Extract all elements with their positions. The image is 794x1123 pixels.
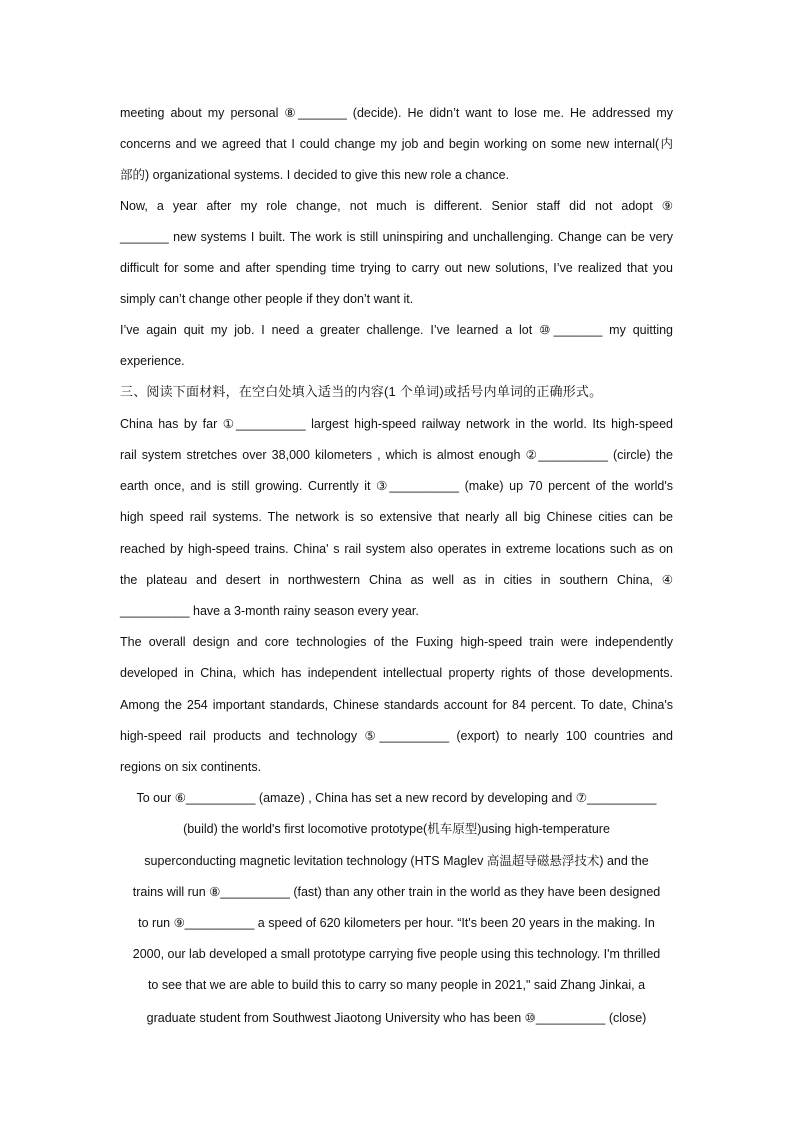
text-line: high-speed rail products and technology ⑤__________ (export) to nearly 100 countries and (120, 729, 673, 743)
text-line: superconducting magnetic levitation technology (HTS Maglev 高温超导磁悬浮技术) and the (144, 854, 649, 868)
text-line: graduate student from Southwest Jiaotong University who has been ⑩__________ (close) (146, 1011, 647, 1025)
text-line: trains will run ⑧__________ (fast) than any other train in the world as they have been designed (132, 885, 661, 899)
text-line: high speed rail systems. The network is so extensive that nearly all big Chinese cities can be (120, 510, 673, 524)
text-line: (build) the world's first locomotive prototype(机车原型)using high-temperature (183, 822, 610, 836)
text-line: meeting about my personal ⑧_______ (decide). He didn’t want to lose me. He addressed my (120, 106, 673, 120)
text-line: Now, a year after my role change, not much is different. Senior staff did not adopt ⑨ (120, 199, 673, 213)
text-line: regions on six continents. (120, 760, 262, 774)
text-line: Among the 254 important standards, Chinese standards account for 84 percent. To date, China's (120, 698, 673, 712)
text-line: concerns and we agreed that I could change my job and begin working on some new internal(内 (120, 137, 673, 151)
text-line: developed in China, which has independent intellectual property rights of those developments. (120, 666, 673, 680)
text-line: to run ⑨__________ a speed of 620 kilometers per hour. “It's been 20 years in the making. In (138, 916, 655, 930)
text-line: the plateau and desert in northwestern China as well as in cities in southern China, ④ (120, 573, 673, 587)
text-line: to see that we are able to build this to carry so many people in 2021," said Zhang Jinkai, a (147, 978, 646, 992)
section-heading: 三、阅读下面材料，在空白处填入适当的内容(1 个单词)或括号内单词的正确形式。 (120, 384, 603, 399)
text-line: difficult for some and after spending time trying to carry out new solutions, I’ve realized that you (120, 261, 673, 275)
text-line: experience. (120, 354, 185, 368)
text-line: simply can’t change other people if they don’t want it. (120, 292, 414, 306)
text-line: The overall design and core technologies of the Fuxing high-speed train were independently (120, 635, 673, 649)
text-line: earth once, and is still growing. Currently it ③__________ (make) up 70 percent of the world's (120, 479, 673, 493)
text-line: rail system stretches over 38,000 kilometers , which is almost enough ②__________ (circle) the (120, 448, 673, 462)
text-line: China has by far ①__________ largest high-speed railway network in the world. Its high-speed (120, 417, 673, 431)
text-line: 部的) organizational systems. I decided to give this new role a chance. (120, 168, 510, 182)
text-line: 2000, our lab developed a small prototype carrying five people using this technology. I'm thrilled (132, 947, 661, 961)
text-line: __________ have a 3-month rainy season every year. (120, 604, 419, 618)
text-line: To our ⑥__________ (amaze) , China has set a new record by developing and ⑦__________ (136, 791, 657, 805)
text-line: I’ve again quit my job. I need a greater challenge. I’ve learned a lot ⑩_______ my quitting (120, 323, 673, 337)
text-line: reached by high-speed trains. China' s rail system also operates in extreme locations such as on (120, 542, 673, 556)
text-line: _______ new systems I built. The work is still uninspiring and unchallenging. Change can be very (120, 230, 673, 244)
